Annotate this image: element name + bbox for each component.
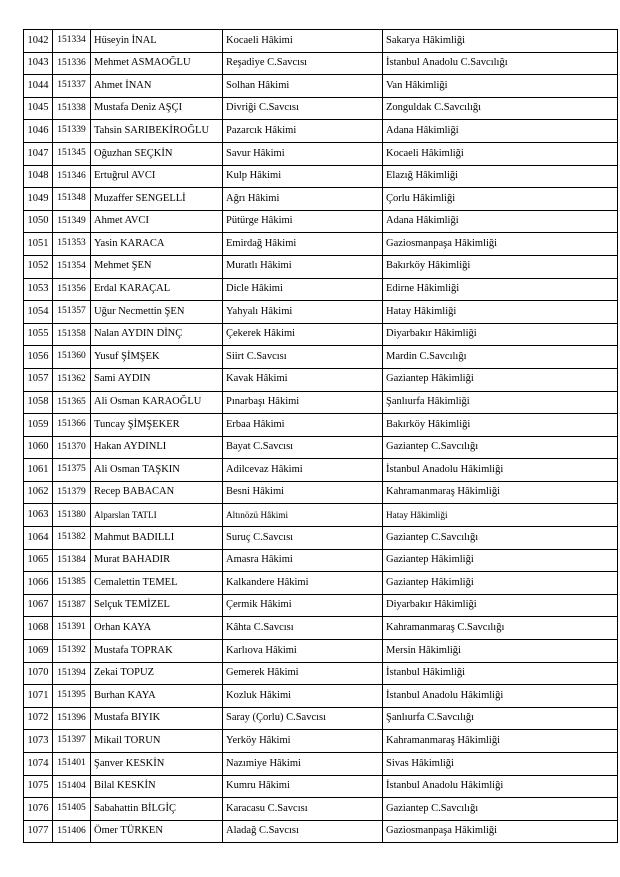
current-post-cell: Altınözü Hâkimi [223,504,383,527]
new-post-cell: Gaziantep C.Savcılığı [383,527,618,550]
row-number-cell: 1077 [24,820,53,843]
table-row [24,527,618,550]
new-post-cell: İstanbul Anadolu Hâkimliği [383,685,618,708]
row-number-cell: 1065 [24,549,53,572]
new-post-cell: Gaziantep C.Savcılığı [383,436,618,459]
new-post-cell: Kahramanmaraş Hâkimliği [383,481,618,504]
current-post-cell: Suruç C.Savcısı [223,527,383,550]
table-row [24,436,618,459]
row-number-cell: 1075 [24,775,53,798]
registry-number-cell: 151349 [53,210,91,233]
new-post-cell: Mardin C.Savcılığı [383,346,618,369]
person-name-cell: Ömer TÜRKEN [91,820,223,843]
person-name-cell: Mikail TORUN [91,730,223,753]
table-body [24,30,618,843]
table-row [24,640,618,663]
new-post-cell: Gaziantep C.Savcılığı [383,798,618,821]
person-name-cell: Ahmet İNAN [91,75,223,98]
table-row [24,30,618,53]
new-post-cell: İstanbul Hâkimliği [383,662,618,685]
current-post-cell: Divriği C.Savcısı [223,97,383,120]
row-number-cell: 1063 [24,504,53,527]
new-post-cell: Diyarbakır Hâkimliği [383,594,618,617]
row-number-cell: 1059 [24,414,53,437]
person-name-cell: Mustafa Deniz AŞÇI [91,97,223,120]
current-post-cell: Pazarcık Hâkimi [223,120,383,143]
new-post-cell: Gaziantep Hâkimliği [383,549,618,572]
current-post-cell: Çekerek Hâkimi [223,323,383,346]
registry-number-cell: 151357 [53,301,91,324]
person-name-cell: Muzaffer SENGELLİ [91,188,223,211]
registry-number-cell: 151382 [53,527,91,550]
current-post-cell: Ağrı Hâkimi [223,188,383,211]
registry-number-cell: 151396 [53,707,91,730]
table-row [24,278,618,301]
registry-number-cell: 151345 [53,142,91,165]
current-post-cell: Kâhta C.Savcısı [223,617,383,640]
row-number-cell: 1046 [24,120,53,143]
table-row [24,707,618,730]
person-name-cell: Alparslan TATLI [91,504,223,527]
new-post-cell: İstanbul Anadolu C.Savcılığı [383,52,618,75]
registry-number-cell: 151405 [53,798,91,821]
registry-number-cell: 151362 [53,368,91,391]
person-name-cell: Ertuğrul AVCI [91,165,223,188]
new-post-cell: Bakırköy Hâkimliği [383,414,618,437]
registry-number-cell: 151365 [53,391,91,414]
person-name-cell: Mehmet ŞEN [91,255,223,278]
new-post-cell: Gaziosmanpaşa Hâkimliği [383,820,618,843]
table-row [24,481,618,504]
row-number-cell: 1064 [24,527,53,550]
row-number-cell: 1071 [24,685,53,708]
person-name-cell: Burhan KAYA [91,685,223,708]
row-number-cell: 1055 [24,323,53,346]
table-row [24,594,618,617]
new-post-cell: Kahramanmaraş C.Savcılığı [383,617,618,640]
registry-number-cell: 151339 [53,120,91,143]
current-post-cell: Saray (Çorlu) C.Savcısı [223,707,383,730]
registry-number-cell: 151379 [53,481,91,504]
person-name-cell: Mehmet ASMAOĞLU [91,52,223,75]
registry-number-cell: 151370 [53,436,91,459]
person-name-cell: Mustafa TOPRAK [91,640,223,663]
person-name-cell: Yusuf ŞİMŞEK [91,346,223,369]
row-number-cell: 1042 [24,30,53,53]
person-name-cell: Cemalettin TEMEL [91,572,223,595]
new-post-cell: Kocaeli Hâkimliği [383,142,618,165]
table-row [24,142,618,165]
row-number-cell: 1068 [24,617,53,640]
table-row [24,255,618,278]
row-number-cell: 1067 [24,594,53,617]
row-number-cell: 1051 [24,233,53,256]
current-post-cell: Pütürge Hâkimi [223,210,383,233]
table-row [24,75,618,98]
new-post-cell: Edirne Hâkimliği [383,278,618,301]
table-row [24,617,618,640]
registry-number-cell: 151338 [53,97,91,120]
table-row [24,368,618,391]
current-post-cell: Karlıova Hâkimi [223,640,383,663]
table-row [24,52,618,75]
table-row [24,97,618,120]
person-name-cell: Sabahattin BİLGİÇ [91,798,223,821]
table-row [24,820,618,843]
current-post-cell: Muratlı Hâkimi [223,255,383,278]
person-name-cell: Bilal KESKİN [91,775,223,798]
current-post-cell: Kavak Hâkimi [223,368,383,391]
person-name-cell: Sami AYDIN [91,368,223,391]
current-post-cell: Besni Hâkimi [223,481,383,504]
row-number-cell: 1076 [24,798,53,821]
current-post-cell: Pınarbaşı Hâkimi [223,391,383,414]
new-post-cell: Kahramanmaraş Hâkimliği [383,730,618,753]
row-number-cell: 1054 [24,301,53,324]
table-row [24,549,618,572]
registry-number-cell: 151375 [53,459,91,482]
row-number-cell: 1062 [24,481,53,504]
current-post-cell: Kumru Hâkimi [223,775,383,798]
row-number-cell: 1043 [24,52,53,75]
current-post-cell: Kalkandere Hâkimi [223,572,383,595]
current-post-cell: Emirdağ Hâkimi [223,233,383,256]
registry-number-cell: 151353 [53,233,91,256]
registry-number-cell: 151348 [53,188,91,211]
table-row [24,120,618,143]
registry-number-cell: 151404 [53,775,91,798]
current-post-cell: Bayat C.Savcısı [223,436,383,459]
current-post-cell: Kozluk Hâkimi [223,685,383,708]
table-row [24,730,618,753]
registry-number-cell: 151337 [53,75,91,98]
person-name-cell: Hakan AYDINLI [91,436,223,459]
registry-number-cell: 151336 [53,52,91,75]
current-post-cell: Aladağ C.Savcısı [223,820,383,843]
new-post-cell: Adana Hâkimliği [383,210,618,233]
registry-number-cell: 151384 [53,549,91,572]
table-row [24,753,618,776]
new-post-cell: Adana Hâkimliği [383,120,618,143]
person-name-cell: Yasin KARACA [91,233,223,256]
table-row [24,346,618,369]
table-row [24,188,618,211]
table-row [24,662,618,685]
person-name-cell: Mahmut BADILLI [91,527,223,550]
table-row [24,459,618,482]
new-post-cell: Bakırköy Hâkimliği [383,255,618,278]
person-name-cell: Ahmet AVCI [91,210,223,233]
row-number-cell: 1056 [24,346,53,369]
registry-number-cell: 151397 [53,730,91,753]
row-number-cell: 1047 [24,142,53,165]
row-number-cell: 1073 [24,730,53,753]
current-post-cell: Kocaeli Hâkimi [223,30,383,53]
new-post-cell: İstanbul Anadolu Hâkimliği [383,459,618,482]
table-row [24,165,618,188]
current-post-cell: Savur Hâkimi [223,142,383,165]
current-post-cell: Erbaa Hâkimi [223,414,383,437]
table-row [24,775,618,798]
person-name-cell: Tuncay ŞİMŞEKER [91,414,223,437]
row-number-cell: 1050 [24,210,53,233]
person-name-cell: Ali Osman TAŞKIN [91,459,223,482]
current-post-cell: Adilcevaz Hâkimi [223,459,383,482]
registry-number-cell: 151356 [53,278,91,301]
person-name-cell: Erdal KARAÇAL [91,278,223,301]
row-number-cell: 1072 [24,707,53,730]
current-post-cell: Gemerek Hâkimi [223,662,383,685]
registry-number-cell: 151394 [53,662,91,685]
table-row [24,391,618,414]
new-post-cell: Gaziantep Hâkimliği [383,368,618,391]
new-post-cell: İstanbul Anadolu Hâkimliği [383,775,618,798]
new-post-cell: Zonguldak C.Savcılığı [383,97,618,120]
person-name-cell: Oğuzhan SEÇKİN [91,142,223,165]
registry-number-cell: 151385 [53,572,91,595]
row-number-cell: 1061 [24,459,53,482]
table-row [24,233,618,256]
person-name-cell: Selçuk TEMİZEL [91,594,223,617]
current-post-cell: Siirt C.Savcısı [223,346,383,369]
current-post-cell: Kulp Hâkimi [223,165,383,188]
person-name-cell: Zekai TOPUZ [91,662,223,685]
row-number-cell: 1049 [24,188,53,211]
new-post-cell: Şanlıurfa C.Savcılığı [383,707,618,730]
current-post-cell: Dicle Hâkimi [223,278,383,301]
table-row [24,572,618,595]
person-name-cell: Murat BAHADIR [91,549,223,572]
table-row [24,685,618,708]
new-post-cell: Gaziosmanpaşa Hâkimliği [383,233,618,256]
new-post-cell: Diyarbakır Hâkimliği [383,323,618,346]
new-post-cell: Hatay Hâkimliği [383,301,618,324]
person-name-cell: Nalan AYDIN DİNÇ [91,323,223,346]
new-post-cell: Sivas Hâkimliği [383,753,618,776]
registry-number-cell: 151358 [53,323,91,346]
registry-number-cell: 151354 [53,255,91,278]
new-post-cell: Van Hâkimliği [383,75,618,98]
new-post-cell: Şanlıurfa Hâkimliği [383,391,618,414]
registry-number-cell: 151401 [53,753,91,776]
current-post-cell: Nazımiye Hâkimi [223,753,383,776]
registry-number-cell: 151387 [53,594,91,617]
person-name-cell: Recep BABACAN [91,481,223,504]
registry-number-cell: 151406 [53,820,91,843]
person-name-cell: Orhan KAYA [91,617,223,640]
row-number-cell: 1044 [24,75,53,98]
current-post-cell: Reşadiye C.Savcısı [223,52,383,75]
document-page [23,29,617,843]
registry-number-cell: 151380 [53,504,91,527]
new-post-cell: Mersin Hâkimliği [383,640,618,663]
row-number-cell: 1069 [24,640,53,663]
row-number-cell: 1048 [24,165,53,188]
registry-number-cell: 151395 [53,685,91,708]
person-name-cell: Ali Osman KARAOĞLU [91,391,223,414]
new-post-cell: Sakarya Hâkimliği [383,30,618,53]
person-name-cell: Şanver KESKİN [91,753,223,776]
row-number-cell: 1066 [24,572,53,595]
person-name-cell: Tahsin SARIBEKİROĞLU [91,120,223,143]
registry-number-cell: 151366 [53,414,91,437]
table-row [24,798,618,821]
person-name-cell: Uğur Necmettin ŞEN [91,301,223,324]
new-post-cell: Çorlu Hâkimliği [383,188,618,211]
row-number-cell: 1058 [24,391,53,414]
registry-number-cell: 151346 [53,165,91,188]
current-post-cell: Yerköy Hâkimi [223,730,383,753]
table-row [24,414,618,437]
current-post-cell: Solhan Hâkimi [223,75,383,98]
new-post-cell: Elazığ Hâkimliği [383,165,618,188]
table-row [24,210,618,233]
current-post-cell: Yahyalı Hâkimi [223,301,383,324]
appointment-table [23,29,618,843]
table-row [24,323,618,346]
person-name-cell: Mustafa BIYIK [91,707,223,730]
registry-number-cell: 151360 [53,346,91,369]
row-number-cell: 1074 [24,753,53,776]
registry-number-cell: 151334 [53,30,91,53]
row-number-cell: 1070 [24,662,53,685]
person-name-cell: Hüseyin İNAL [91,30,223,53]
row-number-cell: 1053 [24,278,53,301]
current-post-cell: Çermik Hâkimi [223,594,383,617]
table-row [24,301,618,324]
current-post-cell: Karacasu C.Savcısı [223,798,383,821]
registry-number-cell: 151392 [53,640,91,663]
row-number-cell: 1057 [24,368,53,391]
registry-number-cell: 151391 [53,617,91,640]
row-number-cell: 1060 [24,436,53,459]
current-post-cell: Amasra Hâkimi [223,549,383,572]
row-number-cell: 1052 [24,255,53,278]
table-row [24,504,618,527]
new-post-cell: Hatay Hâkimliği [383,504,618,527]
row-number-cell: 1045 [24,97,53,120]
new-post-cell: Gaziantep Hâkimliği [383,572,618,595]
